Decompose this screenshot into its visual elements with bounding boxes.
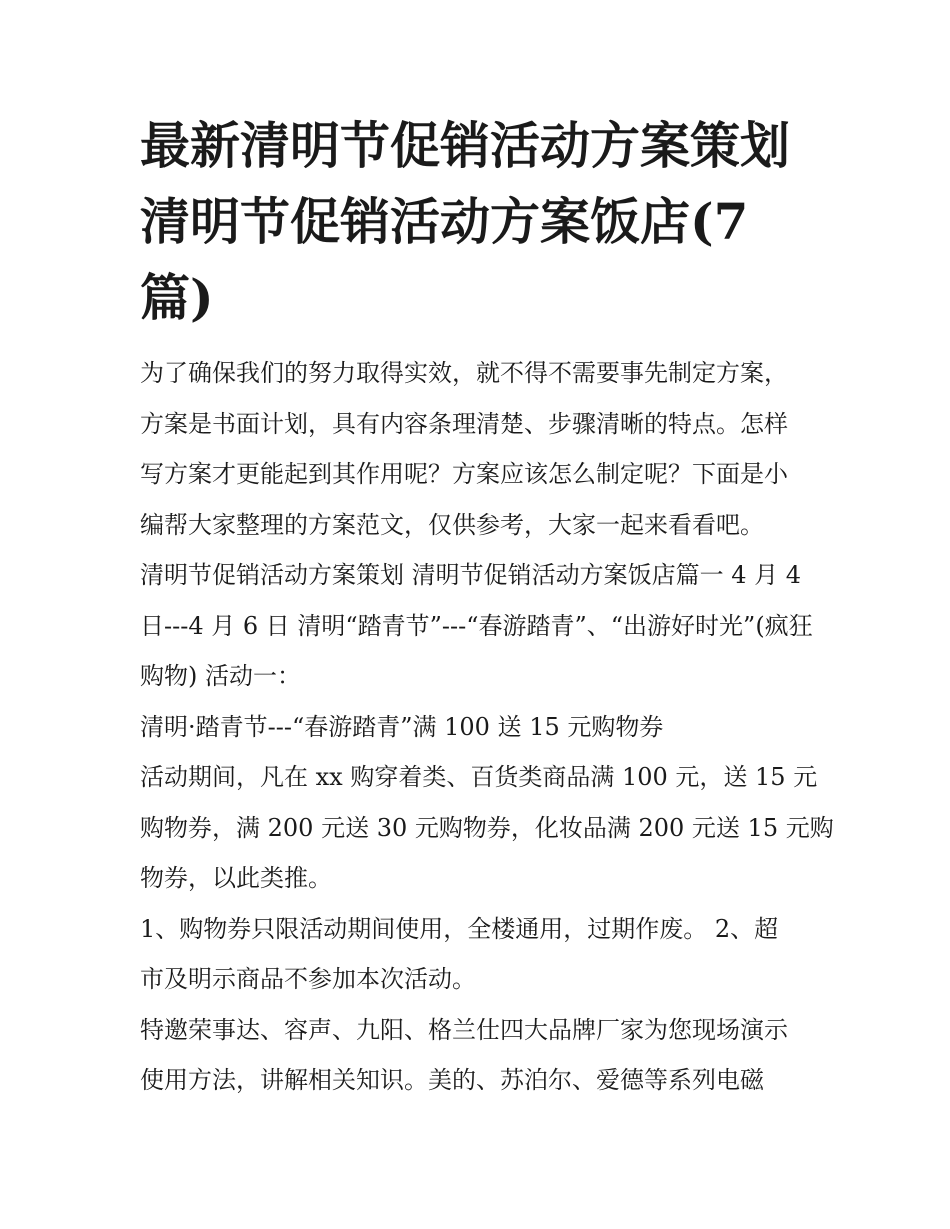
text-line: 使用方法，讲解相关知识。美的、苏泊尔、爱德等系列电磁 bbox=[140, 1066, 764, 1094]
activity-heading-paragraph bbox=[140, 702, 815, 753]
document-title bbox=[140, 108, 815, 336]
text-line: 购物券，满 200 元送 30 元购物券，化妆品满 200 元送 15 元购 bbox=[140, 813, 834, 842]
text-line: 市及明示商品不参加本次活动。 bbox=[140, 965, 476, 993]
activity-details-paragraph bbox=[140, 752, 834, 904]
event-date-paragraph bbox=[140, 550, 815, 702]
text-line: 购物) 活动一： bbox=[140, 662, 301, 690]
text-line: 特邀荣事达、容声、九阳、格兰仕四大品牌厂家为您现场演示 bbox=[140, 1015, 788, 1044]
intro-paragraph bbox=[140, 348, 815, 550]
document-body bbox=[140, 348, 834, 1106]
text-line: 写方案才更能起到其作用呢？方案应该怎么制定呢？下面是小 bbox=[140, 460, 788, 488]
text-line: 方案是书面计划，具有内容条理清楚、步骤清晰的特点。怎样 bbox=[140, 409, 788, 438]
text-line: 日---4 月 6 日 清明“踏青节”---“春游踏青”、“出游好时光”(疯狂 bbox=[140, 611, 813, 640]
text-line: 1、购物券只限活动期间使用，全楼通用，过期作废。 2、超 bbox=[140, 914, 779, 943]
title-line: 清明节促销活动方案饭店(7 bbox=[140, 192, 749, 251]
brands-paragraph bbox=[140, 1005, 815, 1106]
text-line: 物券，以此类推。 bbox=[140, 864, 332, 892]
text-line: 活动期间，凡在 xx 购穿着类、百货类商品满 100 元，送 15 元 bbox=[140, 763, 818, 791]
document-page bbox=[140, 108, 834, 1106]
rules-paragraph bbox=[140, 904, 815, 1005]
text-line: 编帮大家整理的方案范文，仅供参考，大家一起来看看吧。 bbox=[140, 510, 764, 539]
text-line: 清明节促销活动方案策划 清明节促销活动方案饭店篇一 4 月 4 bbox=[140, 561, 802, 589]
title-line: 篇) bbox=[140, 268, 214, 327]
text-line: 清明·踏青节---“春游踏青”满 100 送 15 元购物券 bbox=[140, 712, 664, 741]
text-line: 为了确保我们的努力取得实效，就不得不需要事先制定方案， bbox=[140, 359, 788, 387]
title-line: 最新清明节促销活动方案策划 bbox=[140, 116, 790, 175]
